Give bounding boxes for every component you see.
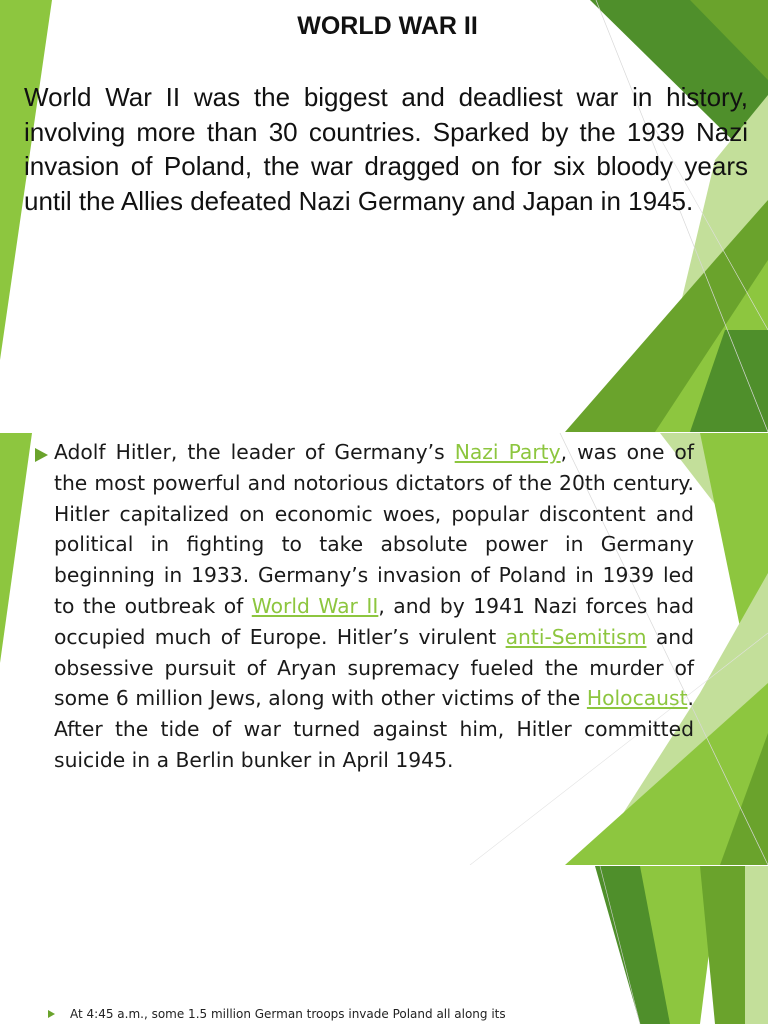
bullet-text: At 4:45 a.m., some 1.5 million German troops invade Poland all along its [70,1007,506,1021]
slide-1 [0,0,768,432]
paragraph-text: Adolf Hitler, the leader of Germany’s [54,440,455,464]
paragraph-text: . After the tide of war turned against him, Hitler committed suicide in a Berlin bunker in April 1945. [54,686,694,772]
link-holocaust[interactable]: Holocaust [586,686,688,711]
intro-paragraph: World War II was the biggest and deadliest war in history, involving more than 30 countries. Sparked by the 1939 Nazi invasion of Poland, the war dragged on for six bloody years until the Allies defeated Nazi Germany and Japan in 1945. [24,82,748,216]
green-triangle-decoration [0,866,768,1024]
link-world-war-ii[interactable]: World War II [251,593,379,618]
link-anti-semitism[interactable]: anti-Semitism [505,624,647,649]
bullet-arrow-icon [35,448,48,462]
paragraph-text: , and by 1941 Nazi forces had occupied much of Europe. Hitler’s virulent [54,593,695,649]
paragraph-text: and obsessive pursuit of Aryan supremacy fueled the murder of some 6 million Jews, along with other victims of the [54,624,694,711]
paragraph-text: , was one of the most powerful and notorious dictators of the 20th century. Hitler capitalized on economic woes, popular discontent and political in fighting to take absolute power in Germany beginning in 1933. Germany’s invasion of Poland in 1939 led to the outbreak of [54,440,694,618]
bullet-item [48,1006,668,1022]
page-title: WORLD WAR II [297,12,478,40]
bullet-arrow-icon [48,1010,55,1018]
hitler-paragraph [54,437,694,776]
link-nazi-party[interactable]: Nazi Party [454,440,561,464]
slide-2 [0,433,768,865]
slide-3 [0,866,768,1024]
bullet-item [32,437,694,776]
